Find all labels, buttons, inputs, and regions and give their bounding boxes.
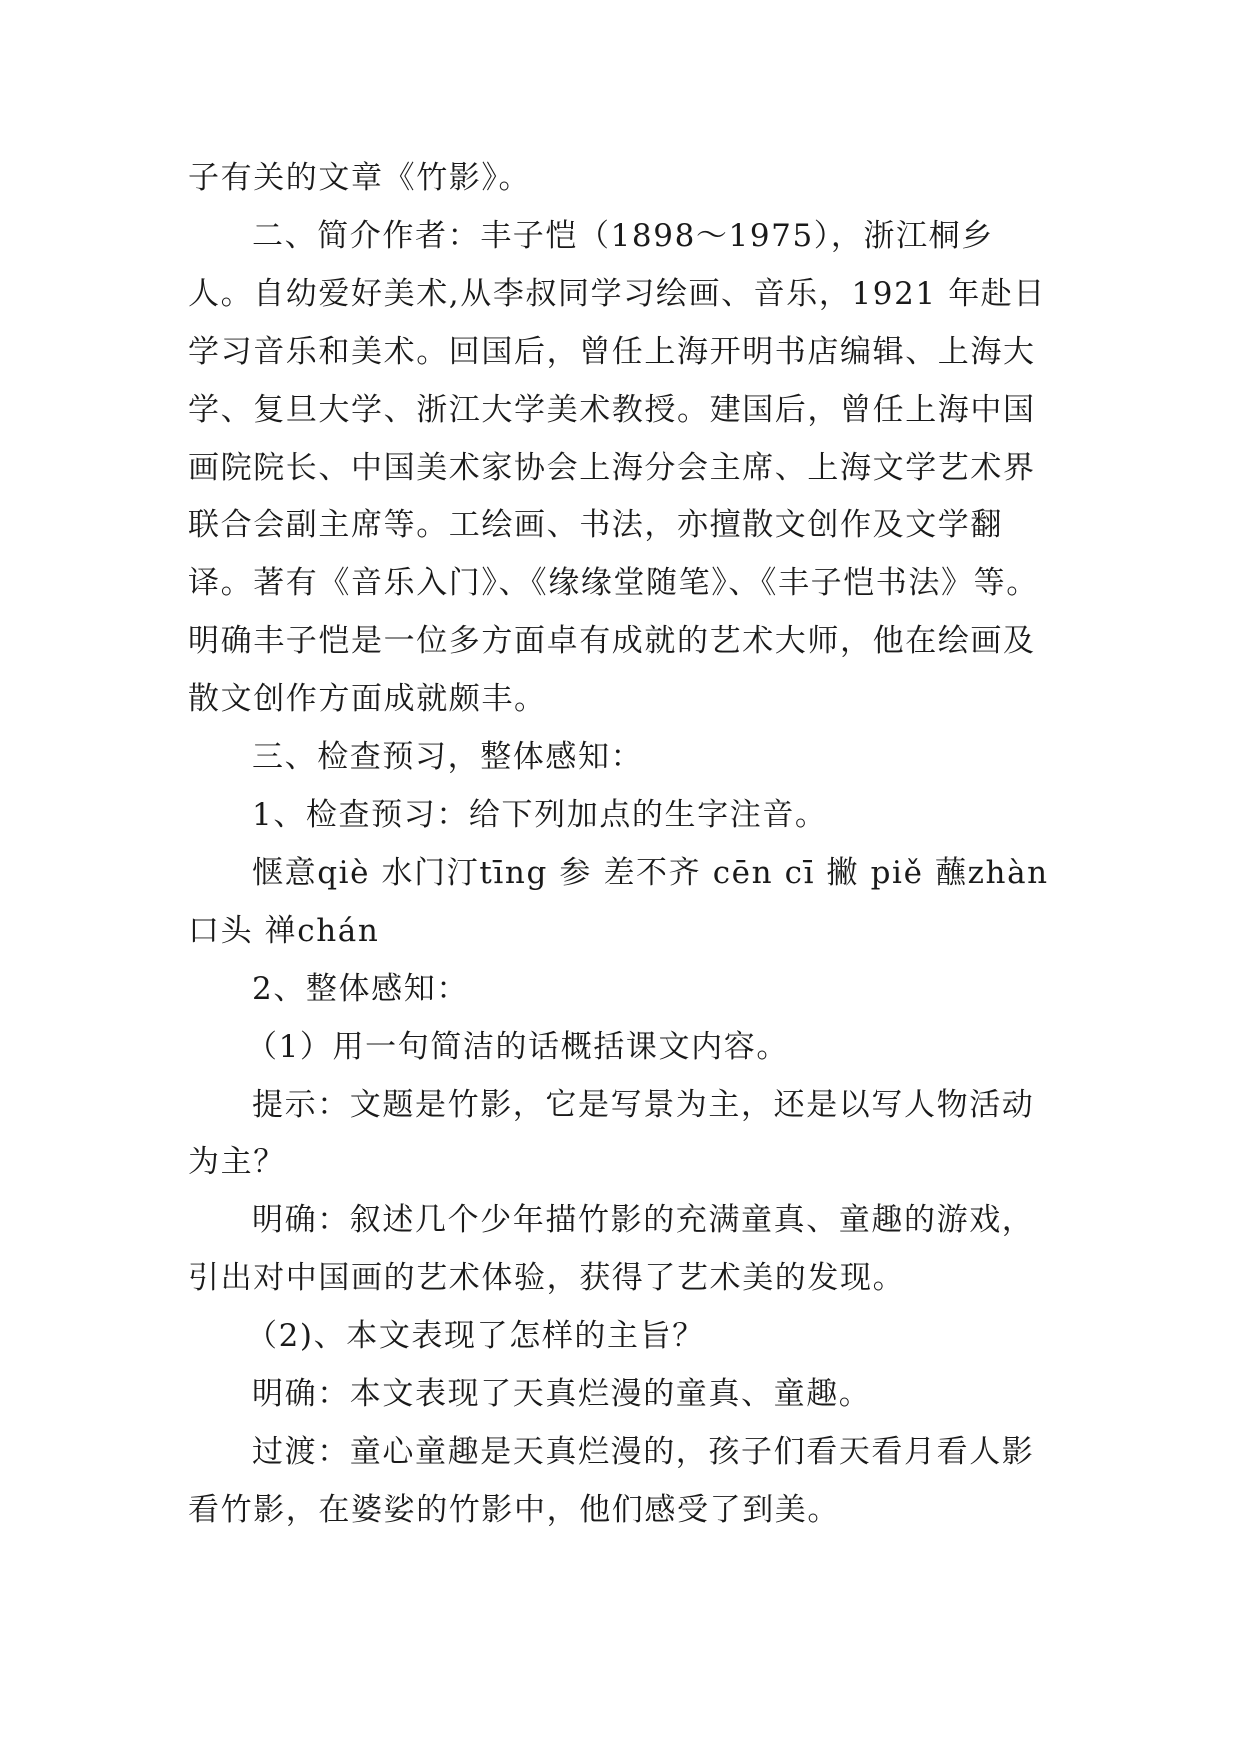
- paragraph-10: （2)、本文表现了怎样的主旨？: [246, 1318, 705, 1355]
- paragraph-4: 1、检查预习：给下列加点的生字注音。: [252, 796, 828, 833]
- paragraph-11: 明确：本文表现了天真烂漫的童真、童趣。: [252, 1376, 872, 1413]
- paragraph-7: （1）用一句简洁的话概括课文内容。: [246, 1028, 789, 1065]
- document-body: [188, 150, 1061, 1540]
- paragraph-2: 二、简介作者：丰子恺（1898～1975），浙江桐乡人。自幼爱好美术,从李叔同学习绘画、音乐，1921 年赴日学习音乐和美术。回国后，曾任上海开明书店编辑、上海大学、复旦大学、浙江大学美术教授。建国后，曾任上海中国画院院长、中国美术家协会上海分会主席、上海文学艺术界联合会副主席等。工绘画、书法，亦擅散文创作及文学翻译。著有《音乐入门》、《缘缘堂随笔》、《丰子恺书法》等。 明确丰子恺是一位多方面卓有成就的艺术大师，他在绘画及散文创作方面成就颇丰。: [188, 217, 1051, 718]
- paragraph-3: 三、检查预习，整体感知：: [252, 739, 644, 776]
- paragraph-5: 惬意qiè 水门汀tīng 参 差不齐 cēn cī 撇 piě 蘸zhàn 口头 禅chán: [188, 854, 1061, 949]
- paragraph-12: 过渡：童心童趣是天真烂漫的，孩子们看天看月看人影看竹影，在婆娑的竹影中，他们感受了到美。: [188, 1433, 1035, 1528]
- paragraph-1: 子有关的文章《竹影》。: [188, 160, 532, 196]
- paragraph-6: 2、整体感知：: [252, 970, 469, 1007]
- paragraph-9: 明确：叙述几个少年描竹影的充满童真、童趣的游戏，引出对中国画的艺术体验，获得了艺术美的发现。: [188, 1202, 1035, 1297]
- paragraph-8: 提示：文题是竹影，它是写景为主，还是以写人物活动为主？: [188, 1086, 1035, 1181]
